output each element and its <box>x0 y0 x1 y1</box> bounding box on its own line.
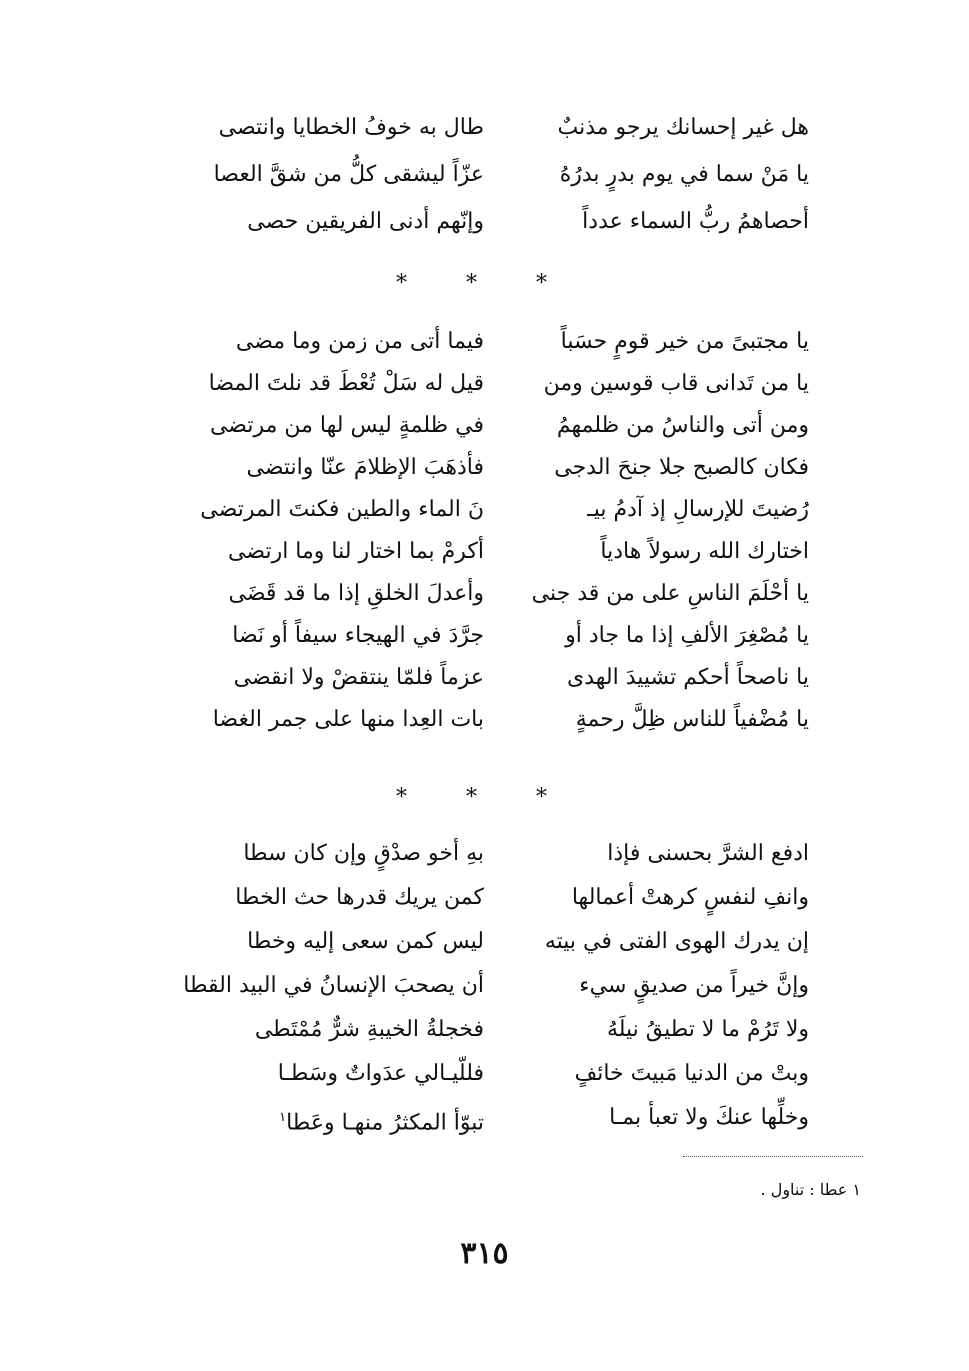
verse-first-hemistich: إن يدرك الهوى الفتى في بيته <box>544 929 809 954</box>
verse-second-hemistich: وأعدلَ الخلقِ إذا ما قد قَضَى <box>228 581 484 606</box>
verse-row <box>0 402 969 450</box>
verse-second-hemistich: نَ الماء والطين فكنتَ المرتضى <box>200 497 484 522</box>
verse-first-hemistich: وبتْ من الدنيا مَبيتَ خائفٍ <box>574 1061 809 1086</box>
verse-first-hemistich: فكان كالصبح جلا جنحَ الدجى <box>554 455 809 480</box>
verse-second-hemistich: كمن يريك قدرها حث الخطا <box>235 885 484 910</box>
verse-second-hemistich <box>209 1094 484 1142</box>
verse-second-hemistich: قيل له سَلْ تُعْطَ قد نلتَ المضا <box>208 371 484 396</box>
verse-second-hemistich: بات العِدا منها على جمر الغضا <box>212 707 484 732</box>
verse-first-hemistich: ومن أتى والناسُ من ظلمهمُ <box>556 413 809 438</box>
verse-second-hemistich: فأذهَبَ الإظلامَ عنّا وانتضى <box>246 455 484 480</box>
verse-first-hemistich: ولا تَرُمْ ما لا تطيقُ نيلَهُ <box>606 1017 809 1042</box>
verse-second-hemistich: أن يصحبَ الإنسانُ في البيد القطا <box>183 973 484 998</box>
verse-row <box>0 104 969 152</box>
verse-first-hemistich: وانفِ لنفسٍ كرهتْ أعمالها <box>571 885 809 910</box>
verse-row <box>0 874 969 922</box>
verse-second-hemistich: فيما أتى من زمن وما مضى <box>235 329 484 354</box>
verse-second-hemistich: وإنّهم أدنى الفريقين حصى <box>247 209 484 234</box>
verse-second-hemistich: عزماً فلمّا ينتقضْ ولا انقضى <box>233 665 484 690</box>
verse-second-hemistich: في ظلمةٍ ليس لها من مرتضى <box>209 413 484 438</box>
verse-row <box>0 962 969 1010</box>
verse-row <box>0 444 969 492</box>
verse-first-hemistich: رُضيتَ للإرسالِ إذ آدمُ بيـ <box>587 497 809 522</box>
verse-row <box>0 696 969 744</box>
page-number: ٣١٥ <box>460 1236 509 1271</box>
verse-first-hemistich: هل غير إحسانك يرجو مذنبٌ <box>557 115 809 140</box>
verse-first-hemistich: اختارك الله رسولاً هادياً <box>600 539 809 564</box>
verse-second-hemistich: جرَّدَ في الهيجاء سيفاً أو نَضا <box>232 623 484 648</box>
verse-row <box>0 360 969 408</box>
verse-row <box>0 318 969 366</box>
stanza-separator: * * * <box>396 785 573 810</box>
stanza-separator: * * * <box>396 271 573 296</box>
verse-row <box>0 198 969 246</box>
verse-first-hemistich: يا مُضْفياً للناس ظِلَّ رحمةٍ <box>575 707 809 732</box>
verse-row <box>0 1050 969 1098</box>
verse-first-hemistich: يا مَنْ سما في يوم بدرٍ بدرُهُ <box>559 162 809 187</box>
verse-second-hemistich: فللّيـالي عدَواتٌ وسَطـا <box>277 1061 484 1086</box>
verse-first-hemistich: يا مجتبىً من خير قومٍ حسَباً <box>560 329 809 354</box>
verse-first-hemistich: ادفع الشرَّ بحسنى فإذا <box>607 841 809 866</box>
verse-second-hemistich: طال به خوفُ الخطايا وانتصى <box>218 115 484 140</box>
verse-second-hemistich: بهِ أخو صدْقٍ وإن كان سطا <box>243 841 484 866</box>
verse-row <box>0 528 969 576</box>
verse-second-hemistich: عزّاً ليشقى كلُّ من شقَّ العصا <box>213 162 484 187</box>
verse-first-hemistich: وإنَّ خيراً من صديقٍ سيء <box>579 973 809 998</box>
verse-second-hemistich: أكرمْ بما اختار لنا وما ارتضى <box>228 539 484 564</box>
verse-first-hemistich: يا ناصحاً أحكم تشييدَ الهدى <box>566 665 809 690</box>
verse-first-hemistich: أحصاهمُ ربُّ السماء عدداً <box>582 209 809 234</box>
footnote: ١ عطا : تناول . <box>760 1180 861 1199</box>
footnote-marker: ١ <box>279 1110 287 1125</box>
verse-row <box>0 1094 969 1142</box>
verse-row <box>0 918 969 966</box>
verse-text: تبوّأ المكثرُ منهـا وعَطا <box>286 1110 484 1136</box>
verse-first-hemistich: يا من تَدانى قاب قوسين ومن <box>543 371 809 396</box>
verse-row <box>0 612 969 660</box>
verse-row <box>0 151 969 199</box>
verse-second-hemistich: فخجلةُ الخيبةِ شرٌّ مُمْتَطى <box>254 1017 484 1042</box>
verse-first-hemistich: وخلِّها عنكَ ولا تعبأ بمـا <box>609 1105 809 1130</box>
verse-row <box>0 570 969 618</box>
verse-row <box>0 654 969 702</box>
verse-row <box>0 1006 969 1054</box>
verse-first-hemistich: يا مُصْغِرَ الألفِ إذا ما جاد أو <box>565 623 809 648</box>
verse-row <box>0 830 969 878</box>
verse-first-hemistich: يا أحْلَمَ الناسِ على من قد جنى <box>531 581 809 606</box>
verse-second-hemistich: ليس كمن سعى إليه وخطا <box>247 929 484 954</box>
footnote-divider <box>683 1156 863 1157</box>
verse-row <box>0 486 969 534</box>
